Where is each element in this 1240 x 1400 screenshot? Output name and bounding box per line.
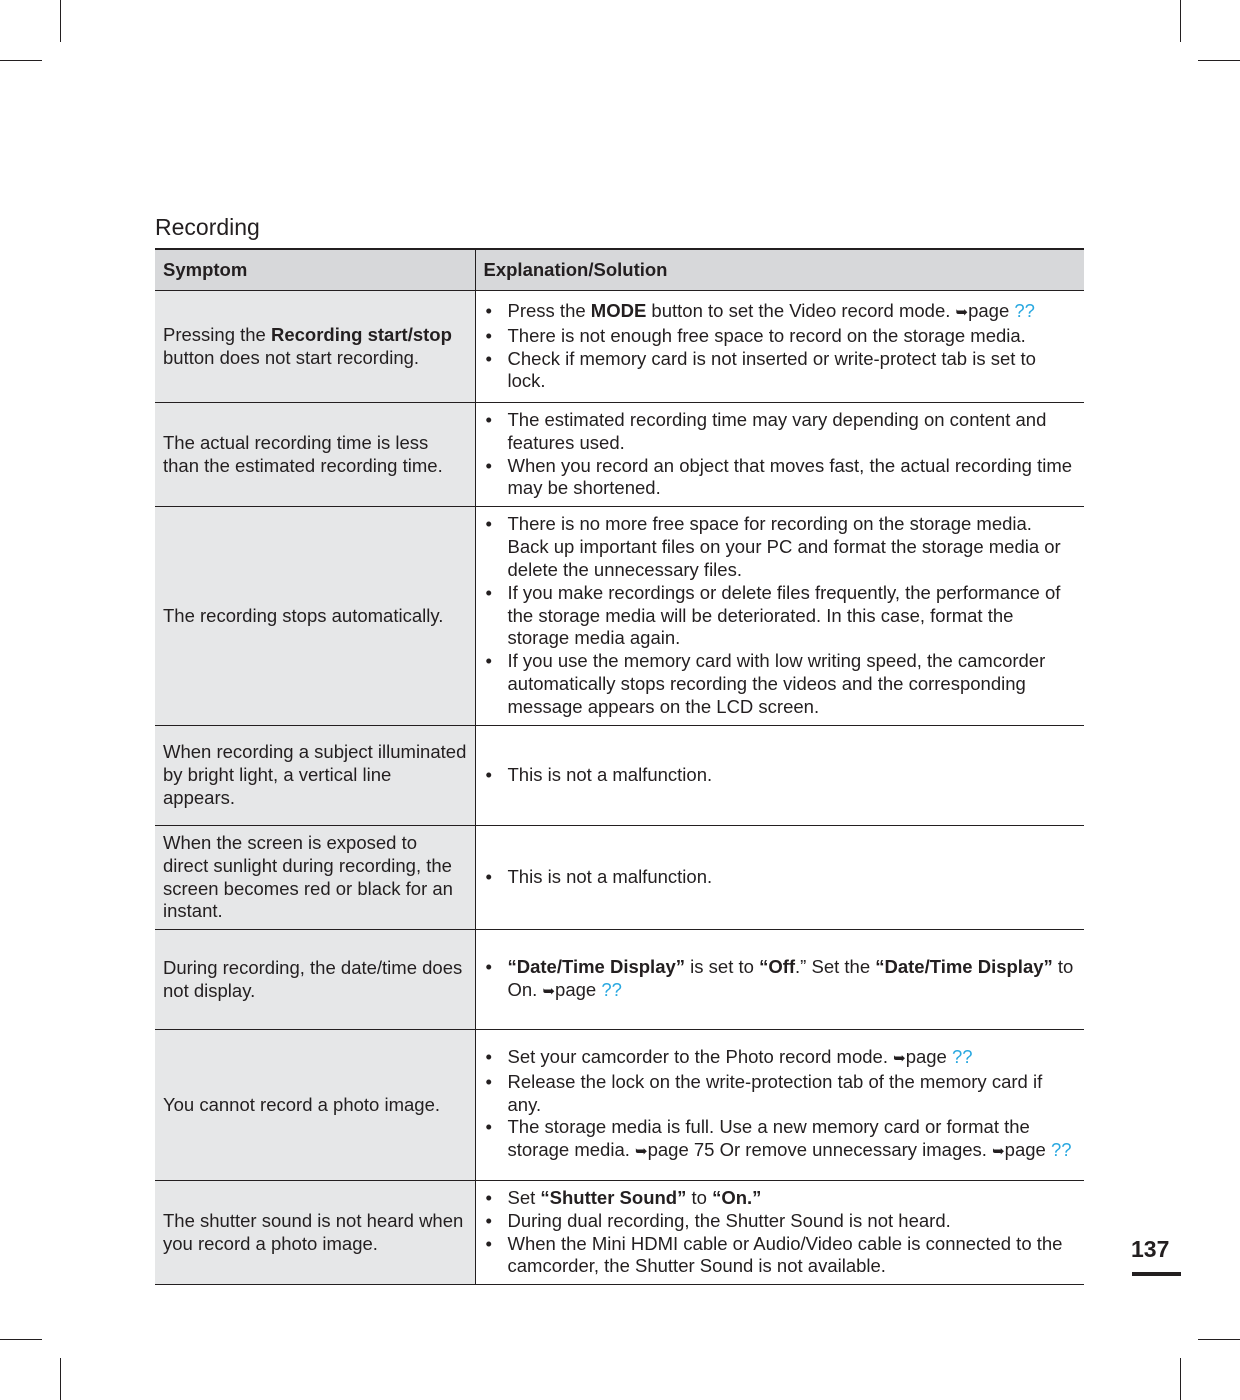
- crop-mark: [60, 0, 61, 42]
- crop-mark: [0, 1339, 42, 1340]
- table-row: [155, 291, 1084, 403]
- table-row: [155, 1030, 1084, 1181]
- symptom-cell: The recording stops automatically.: [155, 507, 475, 726]
- table-row: [155, 726, 1084, 826]
- crop-mark: [1180, 0, 1181, 42]
- list-item: • “Date/Time Display” is set to “Off.” Set the “Date/Time Display” to On. ➥page ??: [484, 956, 1079, 1004]
- solution-cell: [475, 930, 1084, 1030]
- arrow-icon: ➥: [992, 1143, 1005, 1161]
- symptom-cell: The shutter sound is not heard when you record a photo image.: [155, 1181, 475, 1285]
- troubleshooting-table: [155, 248, 1084, 1285]
- section-title: Recording: [155, 214, 260, 240]
- symptom-cell: You cannot record a photo image.: [155, 1030, 475, 1181]
- solution-cell: [475, 507, 1084, 726]
- list-item: • Check if memory card is not inserted or write-protect tab is set to lock.: [484, 348, 1079, 394]
- list-item: • Set your camcorder to the Photo record mode. ➥page ??: [484, 1046, 1079, 1071]
- symptom-cell: During recording, the date/time does not display.: [155, 930, 475, 1030]
- page-reference: ??: [1014, 299, 1035, 321]
- table-header-row: [155, 249, 1084, 291]
- list-item: • When you record an object that moves fast, the actual recording time may be shortened.: [484, 455, 1079, 501]
- list-item: • This is not a malfunction.: [484, 866, 1079, 889]
- solution-cell: [475, 826, 1084, 930]
- list-item: • If you use the memory card with low writing speed, the camcorder automatically stops recording the videos and the corresponding message appears on the LCD screen.: [484, 650, 1079, 718]
- table-row: [155, 930, 1084, 1030]
- list-item: • Set “Shutter Sound” to “On.”: [484, 1187, 1079, 1210]
- arrow-icon: ➥: [893, 1050, 906, 1067]
- symptom-cell: When the screen is exposed to direct sunlight during recording, the screen becomes red or black for an instant.: [155, 826, 475, 930]
- solution-cell: [475, 291, 1084, 403]
- list-item: • This is not a malfunction.: [484, 764, 1079, 787]
- list-item: • When the Mini HDMI cable or Audio/Video cable is connected to the camcorder, the Shutter Sound is not available.: [484, 1233, 1079, 1279]
- solution-cell: [475, 726, 1084, 826]
- solution-header: Explanation/Solution: [475, 249, 1084, 291]
- table-row: [155, 826, 1084, 930]
- arrow-icon: ➥: [955, 303, 969, 321]
- symptom-cell: When recording a subject illuminated by bright light, a vertical line appears.: [155, 726, 475, 826]
- page-number: 137: [1131, 1236, 1170, 1262]
- page-reference: ??: [601, 978, 622, 1000]
- table-row: [155, 403, 1084, 507]
- solution-cell: [475, 1181, 1084, 1285]
- table-row: [155, 507, 1084, 726]
- crop-mark: [1198, 1339, 1240, 1340]
- arrow-icon: ➥: [635, 1143, 648, 1161]
- list-item: • The storage media is full. Use a new memory card or format the storage media. ➥page 75 Or remove unnecessary images. ➥page ??: [484, 1116, 1079, 1164]
- page-number-rule: [1132, 1272, 1181, 1276]
- crop-mark: [1180, 1358, 1181, 1400]
- list-item: • The estimated recording time may vary depending on content and features used.: [484, 409, 1079, 455]
- solution-cell: [475, 1030, 1084, 1181]
- arrow-icon: ➥: [542, 982, 556, 1000]
- table-row: [155, 1181, 1084, 1285]
- crop-mark: [0, 60, 42, 61]
- list-item: • During dual recording, the Shutter Sound is not heard.: [484, 1210, 1079, 1233]
- list-item: • Release the lock on the write-protection tab of the memory card if any.: [484, 1071, 1079, 1117]
- crop-mark: [1198, 60, 1240, 61]
- page-reference: ??: [1050, 1139, 1072, 1161]
- page-reference: ??: [951, 1046, 973, 1067]
- symptom-cell: Pressing the Recording start/stop button does not start recording.: [155, 291, 475, 403]
- list-item: • There is no more free space for recording on the storage media. Back up important files on your PC and format the storage media or delete the unnecessary files.: [484, 513, 1079, 581]
- list-item: • Press the MODE button to set the Video record mode. ➥page ??: [484, 300, 1079, 325]
- symptom-cell: The actual recording time is less than the estimated recording time.: [155, 403, 475, 507]
- solution-cell: [475, 403, 1084, 507]
- list-item: • If you make recordings or delete files frequently, the performance of the storage media will be deteriorated. In this case, format the storage media again.: [484, 582, 1079, 650]
- symptom-header: Symptom: [155, 249, 475, 291]
- crop-mark: [60, 1358, 61, 1400]
- list-item: • There is not enough free space to record on the storage media.: [484, 325, 1079, 348]
